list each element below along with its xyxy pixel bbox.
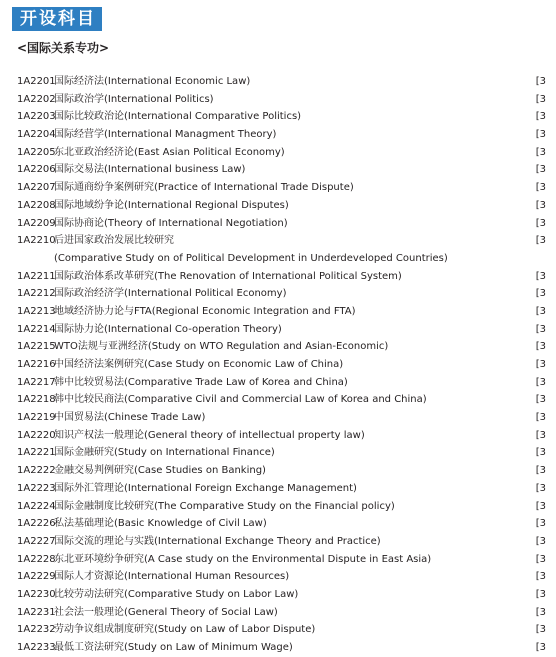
course-row <box>0 409 556 427</box>
course-name: 后进国家政治发展比较研究 <box>54 235 174 247</box>
course-credit: [3 <box>535 164 546 176</box>
course-name: 社会法一般理论(General Theory of Social Law) <box>54 606 278 618</box>
course-code: 1A2228 <box>17 553 56 565</box>
course-credit: [3 <box>535 182 546 194</box>
course-credit: [3 <box>535 412 546 424</box>
course-row <box>0 303 556 321</box>
course-row <box>0 374 556 392</box>
course-code: 1A2223 <box>17 482 56 494</box>
course-credit: [3 <box>535 571 546 583</box>
course-name: 国际政治经济学(International Political Economy) <box>54 288 287 300</box>
course-code: 1A2219 <box>17 412 56 424</box>
section-title: 开设科目 <box>12 7 102 31</box>
course-code: 1A2233 <box>17 642 56 653</box>
course-row <box>0 568 556 586</box>
course-name: 国际政治学(International Politics) <box>54 93 214 105</box>
course-code: 1A2215 <box>17 341 56 353</box>
course-row <box>0 639 556 657</box>
course-credit: [3 <box>535 76 546 87</box>
course-row <box>0 321 556 339</box>
course-row <box>0 551 556 569</box>
course-row <box>0 338 556 356</box>
course-code: 1A2230 <box>17 588 56 600</box>
course-name: WTO法规与亚洲经济(Study on WTO Regulation and Asian-Economic) <box>54 341 389 353</box>
course-code: 1A2216 <box>17 359 56 370</box>
course-credit: [3 <box>535 217 546 229</box>
course-name: 知识产权法一般理论(General theory of intellectual property law) <box>54 429 365 441</box>
course-name: 国际协力论(International Co-operation Theory) <box>54 323 282 335</box>
course-row <box>0 108 556 126</box>
course-row <box>0 533 556 551</box>
course-row <box>0 73 556 91</box>
course-row <box>0 161 556 179</box>
course-name: 中国经济法案例研究(Case Study on Economic Law of China) <box>54 359 344 370</box>
course-row <box>0 498 556 516</box>
course-name: 国际经营学(International Managment Theory) <box>54 129 277 141</box>
course-code: 1A2210 <box>17 235 56 247</box>
course-name: 劳动争议组成制度研究(Study on Law of Labor Dispute) <box>54 624 316 636</box>
course-list <box>0 73 556 657</box>
course-credit: [3 <box>535 146 546 158</box>
course-row <box>0 268 556 286</box>
course-credit: [3 <box>535 129 546 141</box>
course-credit: [3 <box>535 642 546 653</box>
course-code: 1A2226 <box>17 518 56 530</box>
course-code: 1A2218 <box>17 394 56 406</box>
course-name: 国际交易法(International business Law) <box>54 164 246 176</box>
course-row <box>0 586 556 604</box>
course-name: 国际金融研究(Study on International Finance) <box>54 447 275 459</box>
course-name: (Comparative Study on of Political Development in Underdeveloped Countries) <box>54 252 448 264</box>
course-code: 1A2231 <box>17 606 56 618</box>
course-credit: [3 <box>535 235 546 247</box>
course-credit: [3 <box>535 465 546 477</box>
course-credit: [3 <box>535 429 546 441</box>
course-code: 1A2201 <box>17 76 56 87</box>
course-credit: [3 <box>535 93 546 105</box>
course-credit: [3 <box>535 606 546 618</box>
course-row <box>0 462 556 480</box>
course-name: 东北亚政治经济论(East Asian Political Economy) <box>54 146 285 158</box>
course-code: 1A2232 <box>17 624 56 636</box>
course-credit: [3 <box>535 482 546 494</box>
course-credit: [3 <box>535 359 546 370</box>
course-name: 地域经济协力论与FTA(Regional Economic Integration and FTA) <box>54 305 356 317</box>
course-name: 最低工资法研究(Study on Law of Minimum Wage) <box>54 642 293 653</box>
course-code: 1A2214 <box>17 323 56 335</box>
course-code: 1A2227 <box>17 535 56 547</box>
course-row <box>0 232 556 250</box>
course-name: 国际地域纷争论(International Regional Disputes) <box>54 199 289 211</box>
course-code: 1A2220 <box>17 429 56 441</box>
course-row <box>0 356 556 374</box>
course-row <box>0 427 556 445</box>
course-row <box>0 480 556 498</box>
course-row <box>0 126 556 144</box>
course-code: 1A2209 <box>17 217 56 229</box>
course-name: 国际外汇管理论(International Foreign Exchange Management) <box>54 482 357 494</box>
course-row <box>0 144 556 162</box>
course-name: 中国贸易法(Chinese Trade Law) <box>54 412 206 424</box>
course-row <box>0 215 556 233</box>
course-credit: [3 <box>535 447 546 459</box>
course-credit: [3 <box>535 305 546 317</box>
course-name: 韩中比较民商法(Comparative Civil and Commercial Law of Korea and China) <box>54 394 427 406</box>
course-row <box>0 391 556 409</box>
course-name: 东北亚环境纷争研究(A Case study on the Environmental Dispute in East Asia) <box>54 553 432 565</box>
course-credit: [3 <box>535 341 546 353</box>
course-name: 国际人才资源论(International Human Resources) <box>54 571 290 583</box>
course-row <box>0 179 556 197</box>
course-code: 1A2207 <box>17 182 56 194</box>
course-credit: [3 <box>535 535 546 547</box>
course-code: 1A2208 <box>17 199 56 211</box>
course-row <box>0 91 556 109</box>
department-subtitle: <国际关系专功> <box>17 41 110 55</box>
course-credit: [3 <box>535 500 546 512</box>
course-row <box>0 621 556 639</box>
course-credit: [3 <box>535 624 546 636</box>
course-name: 国际交流的理论与实践(International Exchange Theory and Practice) <box>54 535 381 547</box>
course-credit: [3 <box>535 394 546 406</box>
course-credit: [3 <box>535 553 546 565</box>
course-credit: [3 <box>535 323 546 335</box>
course-credit: [3 <box>535 199 546 211</box>
course-row <box>0 285 556 303</box>
course-name: 国际比较政治论(International Comparative Politics) <box>54 111 302 123</box>
course-name: 国际经济法(International Economic Law) <box>54 76 251 87</box>
course-code: 1A2203 <box>17 111 56 123</box>
course-name: 私法基础理论(Basic Knowledge of Civil Law) <box>54 518 267 530</box>
course-name: 国际协商论(Theory of International Negotiation) <box>54 217 288 229</box>
course-code: 1A2202 <box>17 93 56 105</box>
course-code: 1A2229 <box>17 571 56 583</box>
course-code: 1A2205 <box>17 146 56 158</box>
course-credit: [3 <box>535 111 546 123</box>
course-credit: [3 <box>535 376 546 388</box>
course-credit: [3 <box>535 588 546 600</box>
course-row <box>0 444 556 462</box>
course-code: 1A2206 <box>17 164 56 176</box>
course-credit: [3 <box>535 288 546 300</box>
course-code: 1A2212 <box>17 288 56 300</box>
course-row <box>0 604 556 622</box>
course-row <box>0 250 556 268</box>
course-name: 国际通商纷争案例研究(Practice of International Trade Dispute) <box>54 182 354 194</box>
course-code: 1A2222 <box>17 465 56 477</box>
course-name: 韩中比较贸易法(Comparative Trade Law of Korea and China) <box>54 376 348 388</box>
course-credit: [3 <box>535 518 546 530</box>
course-name: 国际金融制度比较研究(The Comparative Study on the Financial policy) <box>54 500 395 512</box>
course-code: 1A2217 <box>17 376 56 388</box>
course-name: 比较劳动法研究(Comparative Study on Labor Law) <box>54 588 299 600</box>
course-row <box>0 197 556 215</box>
course-row <box>0 515 556 533</box>
course-credit: [3 <box>535 270 546 282</box>
course-name: 金融交易判例研究(Case Studies on Banking) <box>54 465 266 477</box>
course-code: 1A2213 <box>17 305 56 317</box>
course-code: 1A2204 <box>17 129 56 141</box>
course-name: 国际政治体系改革研究(The Renovation of International Political System) <box>54 270 402 282</box>
course-code: 1A2224 <box>17 500 56 512</box>
course-code: 1A2221 <box>17 447 56 459</box>
course-code: 1A2211 <box>17 270 56 282</box>
